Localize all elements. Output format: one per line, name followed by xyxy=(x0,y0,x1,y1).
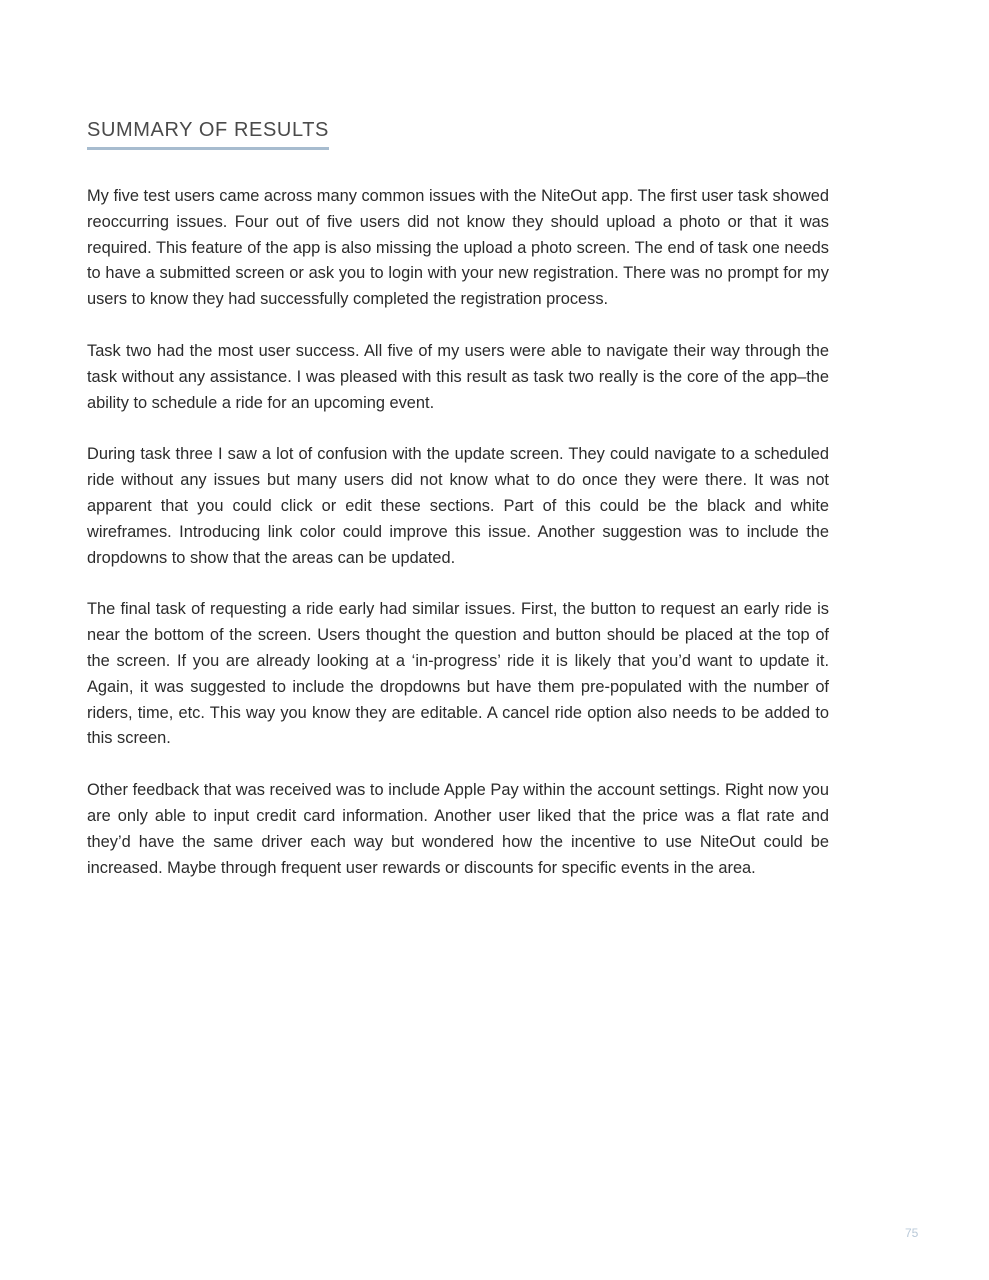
section-heading: SUMMARY OF RESULTS xyxy=(87,118,329,150)
body-text xyxy=(87,184,829,907)
paragraph-task-four: The final task of requesting a ride early had similar issues. First, the button to request an early ride is near the bottom of the screen. Users thought the question and button should be placed at the top of the screen. If you are already looking at a ‘in-progress’ ride it is likely that you’d want to update it. Again, it was suggested to include the dropdowns but have them pre-populated with the number of riders, time, etc. This way you know they are editable. A cancel ride option also needs to be added to this screen. xyxy=(87,600,829,748)
paragraph-other-feedback: Other feedback that was received was to include Apple Pay within the account settings. Right now you are only able to input credit card information. Another user liked that the price was a flat rate and they’d have the same driver each way but wondered how the incentive to use NiteOut could be increased. Maybe through frequent user rewards or discounts for specific events in the area. xyxy=(87,781,829,877)
paragraph-task-one: My five test users came across many common issues with the NiteOut app. The first user task showed reoccurring issues. Four out of five users did not know they should upload a photo or that it was required. This feature of the app is also missing the upload a photo screen. The end of task one needs to have a submitted screen or ask you to login with your new registration. There was no prompt for my users to know they had successfully completed the registration process. xyxy=(87,187,829,309)
paragraph-task-two: Task two had the most user success. All five of my users were able to navigate their way through the task without any assistance. I was pleased with this result as task two really is the core of the app–the ability to schedule a ride for an upcoming event. xyxy=(87,341,829,412)
page-number: 75 xyxy=(905,1226,919,1240)
paragraph-task-three: During task three I saw a lot of confusion with the update screen. They could navigate to a scheduled ride without any issues but many users did not know what to do once they were there. It was not apparent that you could click or edit these sections. Part of this could be the black and white wireframes. Introducing link color could improve this issue. Another suggestion was to include the dropdowns to show that the areas can be updated. xyxy=(87,445,829,567)
